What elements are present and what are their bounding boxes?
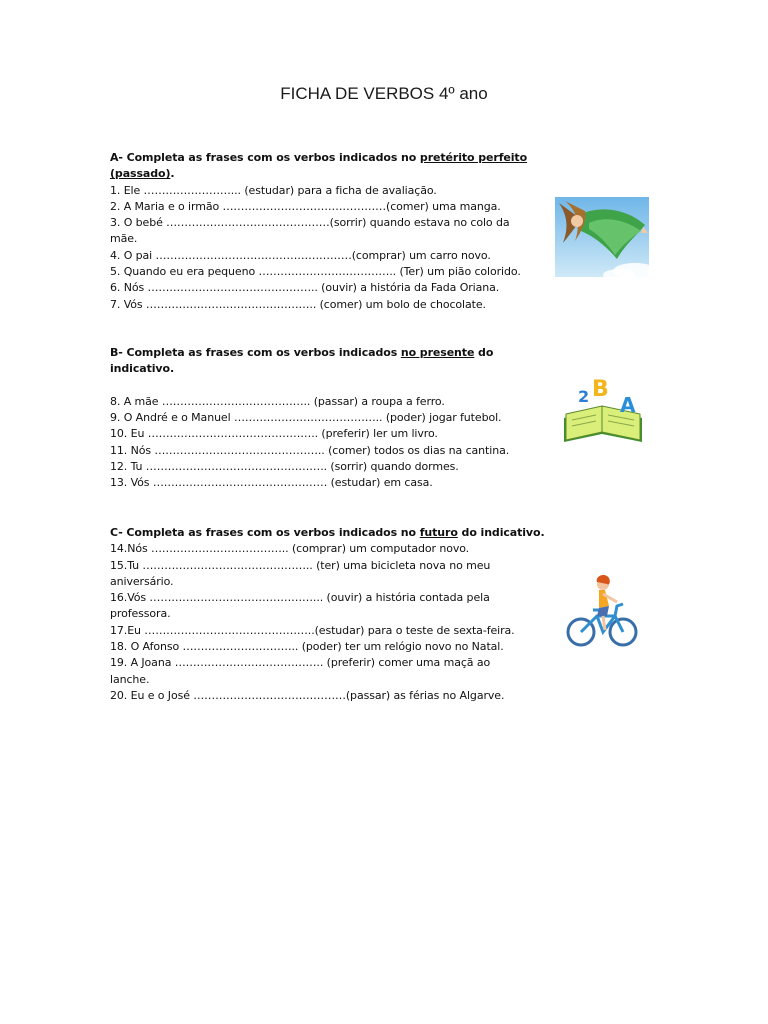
exercise-line: 6. Nós ……………………………………….. (ouvir) a história da Fada Oriana.	[110, 281, 500, 295]
exercise-line: 9. O André e o Manuel ………………………………….. (poder) jogar futebol.	[110, 411, 502, 425]
svg-text:B: B	[592, 378, 609, 402]
exercise-line: 15.Tu ……………………………………….. (ter) uma bicicleta nova no meu	[110, 558, 491, 572]
svg-text:2: 2	[578, 387, 590, 406]
heading-text: do indicativo.	[457, 526, 545, 539]
heading-text: C- Completa as frases com os verbos indicados no	[110, 526, 420, 539]
exercise-line: mãe.	[110, 232, 138, 246]
exercise-line: professora.	[110, 607, 171, 621]
exercise-line: aniversário.	[110, 574, 174, 588]
section-c	[110, 525, 545, 704]
exercise-line: 7. Vós ……………………………………….. (comer) um bolo de chocolate.	[110, 297, 486, 311]
heading-emphasis: pretérito perfeito	[419, 151, 528, 164]
exercise-line: 18. O Afonso ………………………….. (poder) ter um relógio novo no Natal.	[110, 640, 504, 654]
heading-emphasis: futuro	[419, 526, 458, 539]
heading-text: A- Completa as frases com os verbos indicados no	[110, 151, 420, 164]
exercise-line: 12. Tu ………………………………………….. (sorrir) quando dormes.	[110, 460, 459, 474]
exercise-line: lanche.	[110, 672, 150, 686]
section-b-heading	[110, 345, 530, 361]
abc-book-illustration	[558, 378, 648, 450]
heading-text: B- Completa as frases com os verbos indicados	[110, 346, 401, 359]
heading-emphasis: no presente	[400, 346, 475, 359]
section-b	[110, 345, 530, 492]
heading-emphasis: (passado)	[110, 167, 171, 181]
exercise-line: 19. A Joana ………………………………….. (preferir) comer uma maçã ao	[110, 656, 491, 670]
exercise-line: 1. Ele ……………………... (estudar) para a ficha de avaliação.	[110, 183, 437, 197]
exercise-line: 10. Eu ……………………………………….. (preferir) ler um livro.	[110, 427, 438, 441]
exercise-line: 2. A Maria e o irmão ………………………………………(comer) uma manga.	[110, 199, 501, 213]
girl-on-bicycle-illustration	[563, 572, 641, 650]
section-a-heading-line2	[110, 166, 530, 182]
exercise-line: 17.Eu ………………………………………..(estudar) para o teste de sexta-feira.	[110, 623, 515, 637]
exercise-line: 14.Nós ……………………………….. (comprar) um computador novo.	[110, 542, 470, 556]
exercise-line: 20. Eu e o José ……………………………………(passar) as férias no Algarve.	[110, 688, 505, 702]
heading-text: .	[170, 167, 175, 181]
page-title: FICHA DE VERBOS 4º ano	[280, 84, 488, 103]
exercise-line: 4. O pai ………………………………………………(comprar) um carro novo.	[110, 248, 491, 262]
fairy-illustration	[555, 197, 649, 277]
svg-text:A: A	[620, 393, 636, 417]
exercise-line: 11. Nós ……………………………………….. (comer) todos os dias na cantina.	[110, 443, 510, 457]
section-b-heading-line2: indicativo.	[110, 362, 175, 376]
exercise-line: 5. Quando eu era pequeno ……………………………….. (Ter) um pião colorido.	[110, 265, 521, 279]
section-a	[110, 150, 530, 313]
section-a-heading	[110, 150, 530, 166]
exercise-line: 8. A mãe ………………………………….. (passar) a roupa a ferro.	[110, 394, 445, 408]
exercise-line: 3. O bebé ………………………………………(sorrir) quando estava no colo da	[110, 216, 510, 230]
exercise-line: 16.Vós ………………………………………... (ouvir) a história contada pela	[110, 591, 490, 605]
heading-text: do	[474, 346, 494, 359]
exercise-line: 13. Vós ………………………………………… (estudar) em casa.	[110, 476, 433, 490]
section-c-heading	[110, 525, 545, 541]
